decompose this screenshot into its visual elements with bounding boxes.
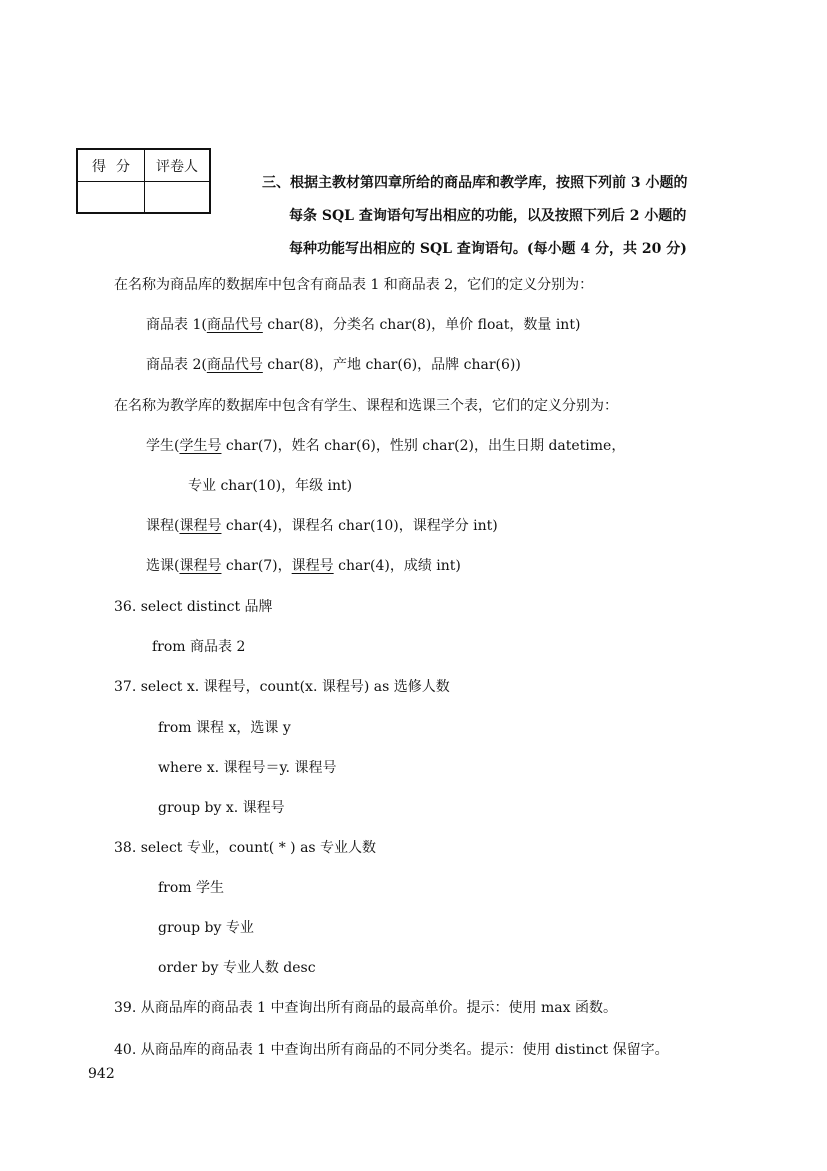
primary-key: 课程号 bbox=[179, 558, 222, 574]
course-table-def: 课程(课程号 char(4)，课程名 char(10)，课程学分 int) bbox=[146, 518, 498, 534]
intro-teaching-db: 在名称为教学库的数据库中包含有学生、课程和选课三个表，它们的定义分别为： bbox=[114, 398, 618, 414]
score-box bbox=[76, 148, 211, 214]
primary-key: 商品代号 bbox=[206, 357, 263, 373]
question-37-line2: from 课程 x，选课 y bbox=[158, 720, 291, 736]
elective-table-def: 选课(课程号 char(7)，课程号 char(4)，成绩 int) bbox=[146, 558, 461, 574]
question-36-line2: from 商品表 2 bbox=[152, 639, 246, 655]
score-cell bbox=[78, 182, 145, 212]
question-38-line4: order by 专业人数 desc bbox=[158, 960, 316, 976]
intro-goods-db: 在名称为商品库的数据库中包含有商品表 1 和商品表 2，它们的定义分别为： bbox=[114, 277, 594, 293]
primary-key: 学生号 bbox=[179, 438, 222, 454]
page-number: 942 bbox=[88, 1066, 115, 1082]
question-38-line3: group by 专业 bbox=[158, 920, 254, 936]
question-37-line3: where x. 课程号＝y. 课程号 bbox=[158, 760, 337, 776]
primary-key: 商品代号 bbox=[206, 317, 263, 333]
question-37-line1: 37. select x. 课程号，count(x. 课程号) as 选修人数 bbox=[114, 679, 450, 695]
primary-key: 课程号 bbox=[291, 558, 334, 574]
student-table-def-cont: 专业 char(10)，年级 int) bbox=[188, 478, 353, 494]
section-heading-line2: 每条 SQL 查询语句写出相应的功能，以及按照下列后 2 小题的 bbox=[289, 208, 687, 224]
student-table-def: 学生(学生号 char(7)，姓名 char(6)，性别 char(2)，出生日期 datetime， bbox=[146, 438, 626, 454]
question-39: 39. 从商品库的商品表 1 中查询出所有商品的最高单价。提示：使用 max 函数。 bbox=[114, 1000, 617, 1016]
question-38-line2: from 学生 bbox=[158, 880, 225, 896]
section-heading-line1: 三、根据主教材第四章所给的商品库和教学库，按照下列前 3 小题的 bbox=[262, 175, 688, 191]
grader-cell bbox=[145, 182, 209, 212]
grader-label: 评卷人 bbox=[145, 150, 209, 182]
question-36-line1: 36. select distinct 品牌 bbox=[114, 599, 273, 615]
score-label: 得分 bbox=[78, 150, 145, 182]
question-37-line4: group by x. 课程号 bbox=[158, 800, 285, 816]
primary-key: 课程号 bbox=[179, 518, 222, 534]
question-38-line1: 38. select 专业，count( * ) as 专业人数 bbox=[114, 840, 377, 856]
goods-table-2-def: 商品表 2(商品代号 char(8)，产地 char(6)，品牌 char(6)) bbox=[146, 357, 521, 373]
goods-table-1-def: 商品表 1(商品代号 char(8)，分类名 char(8)，单价 float，数量 int) bbox=[146, 317, 581, 333]
question-40: 40. 从商品库的商品表 1 中查询出所有商品的不同分类名。提示：使用 distinct 保留字。 bbox=[114, 1042, 669, 1058]
section-heading-line3: 每种功能写出相应的 SQL 查询语句。(每小题 4 分，共 20 分) bbox=[289, 241, 687, 257]
